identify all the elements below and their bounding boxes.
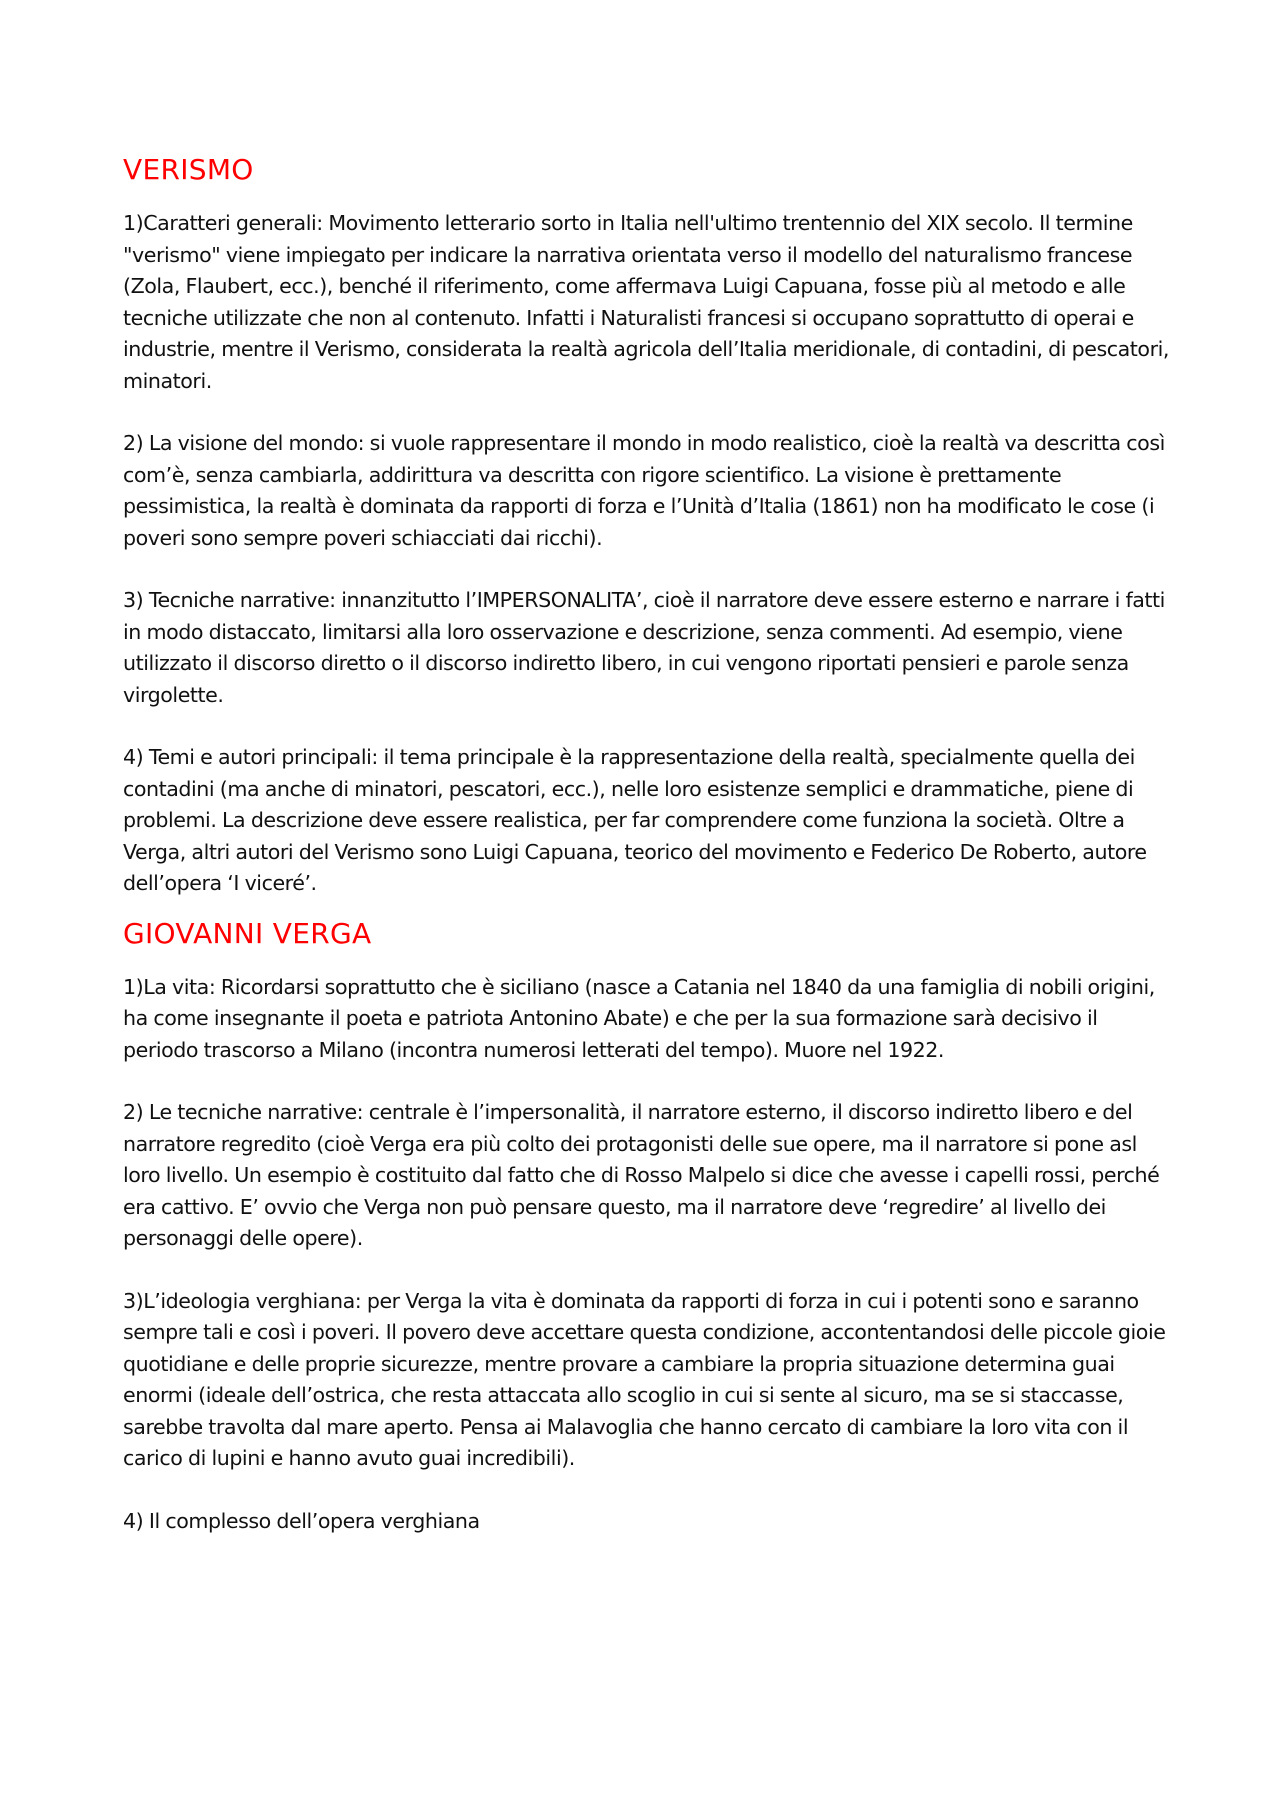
document-page xyxy=(123,150,1173,1537)
section-title-giovanni-verga: GIOVANNI VERGA xyxy=(123,916,372,950)
section-title-verismo: VERISMO xyxy=(123,153,254,186)
paragraph-verismo-1: 1)Caratteri generali: Movimento letterario sorto in Italia nell'ultimo trentennio del XIX secolo. Il termine "verismo" viene impiegato per indicare la narrativa orientata verso il modello del naturalismo francese (Zola, Flaubert, ecc.), benché il riferimento, come affermava Luigi Capuana, fosse più al metodo e alle tecniche utilizzate che non al contenuto. Infatti i Naturalisti francesi si occupano soprattutto di operai e industrie, mentre il Verismo, considerata la realtà agricola dell’Italia meridionale, di contadini, di pescatori, minatori. xyxy=(123,211,1169,393)
paragraph-verga-1: 1)La vita: Ricordarsi soprattutto che è siciliano (nasce a Catania nel 1840 da una famiglia di nobili origini, ha come insegnante il poeta e patriota Antonino Abate) e che per la sua formazione sarà decisivo il periodo trascorso a Milano (incontra numerosi letterati del tempo). Muore nel 1922. xyxy=(123,974,1155,1062)
paragraph-verga-2: 2) Le tecniche narrative: centrale è l’impersonalità, il narratore esterno, il discorso indiretto libero e del narratore regredito (cioè Verga era più colto dei protagonisti delle sue opere, ma il narratore si pone asl loro livello. Un esempio è costituito dal fatto che di Rosso Malpelo si dice che avesse i capelli rossi, perché era cattivo. E’ ovvio che Verga non può pensare questo, ma il narratore deve ‘regredire’ al livello dei personaggi delle opere). xyxy=(123,1100,1160,1250)
paragraph-verismo-3: 3) Tecniche narrative: innanzitutto l’IMPERSONALITA’, cioè il narratore deve essere esterno e narrare i fatti in modo distaccato, limitarsi alla loro osservazione e descrizione, senza commenti. Ad esempio, viene utilizzato il discorso diretto o il discorso indiretto libero, in cui vengono riportati pensieri e parole senza virgolette. xyxy=(123,588,1165,707)
paragraph-verismo-2: 2) La visione del mondo: si vuole rappresentare il mondo in modo realistico, cioè la realtà va descritta così com’è, senza cambiarla, addirittura va descritta con rigore scientifico. La visione è prettamente pessimistica, la realtà è dominata da rapporti di forza e l’Unità d’Italia (1861) non ha modificato le cose (i poveri sono sempre poveri schiacciati dai ricchi). xyxy=(123,431,1165,550)
paragraph-verga-4: 4) Il complesso dell’opera verghiana xyxy=(123,1508,480,1533)
paragraph-verga-3: 3)L’ideologia verghiana: per Verga la vita è dominata da rapporti di forza in cui i potenti sono e saranno sempre tali e così i poveri. Il povero deve accettare questa condizione, accontentandosi delle piccole gioie quotidiane e delle proprie sicurezze, mentre provare a cambiare la propria situazione determina guai enormi (ideale dell’ostrica, che resta attaccata allo scoglio in cui si sente al sicuro, ma se si staccasse, sarebbe travolta dal mare aperto. Pensa ai Malavoglia che hanno cercato di cambiare la loro vita con il carico di lupini e hanno avuto guai incredibili). xyxy=(123,1288,1166,1470)
paragraph-verismo-4: 4) Temi e autori principali: il tema principale è la rappresentazione della realtà, specialmente quella dei contadini (ma anche di minatori, pescatori, ecc.), nelle loro esistenze semplici e drammatiche, piene di problemi. La descrizione deve essere realistica, per far comprendere come funziona la società. Oltre a Verga, altri autori del Verismo sono Luigi Capuana, teorico del movimento e Federico De Roberto, autore dell’opera ‘I viceré’. xyxy=(123,745,1147,895)
